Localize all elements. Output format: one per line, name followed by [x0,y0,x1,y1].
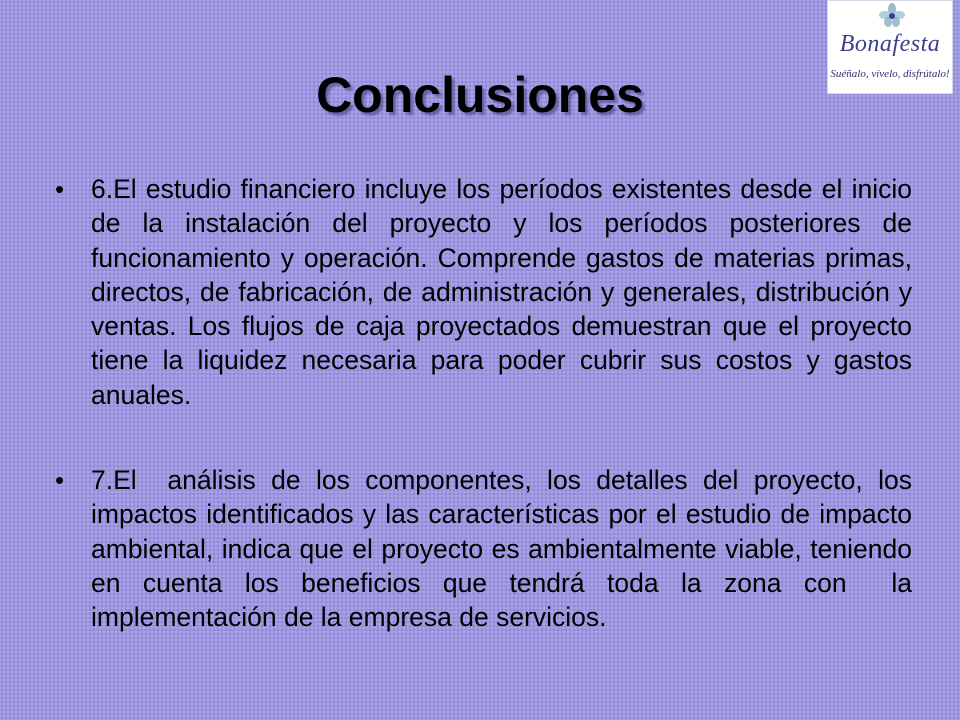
logo-brand-name: Bonafesta [839,31,941,57]
bullet-marker: • [55,465,65,496]
company-logo [827,0,953,94]
flower-icon [878,3,906,29]
conclusion-item [54,463,920,634]
logo-tagline: Suéñalo, vívelo, disfrútalo! [830,68,950,80]
conclusion-text: 7.El análisis de los componentes, los detalles del proyecto, los impactos identificados y las características por el estudio de impacto ambiental, indica que el proyecto es ambientalmente viable, teniendo en cuenta los beneficios que tendrá toda la zona con la implementación de la empresa de servicios. [91,465,920,633]
bullet-marker: • [55,174,65,204]
conclusion-text: 6.El estudio financiero incluye los períodos existentes desde el inicio de la instalación del proyecto y los períodos posteriores de funcionamiento y operación. Comprende gastos de materias primas, directos, de fabricación, de administración y generales, distribución y ventas. Los flujos de caja proyectados demuestran que el proyecto tiene la liquidez necesaria para poder cubrir sus costos y gastos anuales. [91,174,912,410]
conclusion-item [54,172,912,412]
slide-title: Conclusiones [316,67,644,123]
conclusions-list [54,172,920,635]
